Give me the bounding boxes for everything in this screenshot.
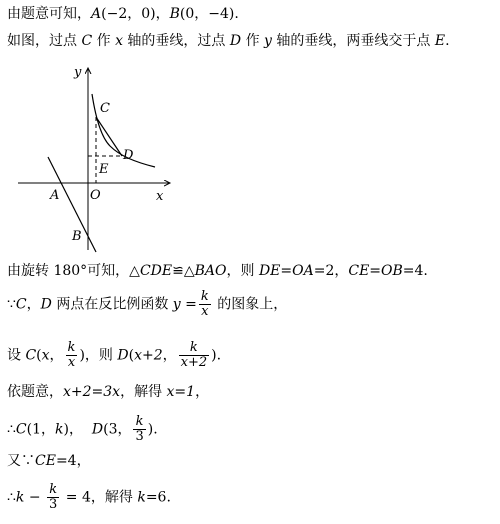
solve-text: 依题意， [7,384,63,400]
assume-sep1: ， [49,347,64,364]
therefore-c-end: )， [63,421,83,438]
because-y-eq: y = [172,296,197,313]
assume-close1: )，则 [79,347,118,364]
frac-num: k [47,483,59,498]
label-b: B [72,229,82,244]
rotation-bao: BAO [194,263,227,279]
rotation-text-d: =4. [402,263,428,279]
frac-den: 3 [49,497,58,512]
therefore-d-close: ). [147,421,158,438]
because-comma: ， [26,296,41,313]
frac-den: x+2 [180,355,208,370]
label-a: A [50,188,60,203]
construct-mid4: 轴的垂线，两垂线交于点 [271,33,435,49]
assume-d: D [117,347,129,364]
assume-lead: 设 [7,347,26,364]
point-b: B [169,6,180,22]
final-ans: k [137,489,146,506]
assume-x1: x [41,347,50,364]
construct-lead: 如图，过点 [7,33,82,49]
point-a: A [91,6,102,22]
also-val: =4， [55,453,91,469]
frac-den: x [67,355,76,370]
because-c: C [15,296,27,313]
rotation-text-b: ，则 [226,263,259,279]
fraction-k-over-3 [133,415,145,444]
assume-open2: ( [128,347,135,364]
also-ce: CE [35,453,56,469]
rotation-de: DE=OA [258,263,314,279]
frac-num: k [200,289,209,304]
rotation-text-c: =2， [313,263,349,279]
frac-num: k [133,415,145,430]
final-ans-val: =6. [145,489,171,506]
construct-end: . [445,33,450,49]
final-text: ，解得 [90,489,138,506]
point-a-coords: (−2，0)， [101,6,170,22]
assume-close2: ). [211,347,222,364]
construct-line [7,32,450,50]
point-b-coords: (0，−4). [179,6,239,22]
rotation-ce: CE=OB [348,263,403,279]
frac-num: k [179,341,210,356]
assume-x2: x+2 [134,347,163,364]
therefore-d-open: (3， [103,421,132,438]
rotation-text-a: 由旋转 180°可知，△ [7,263,140,279]
therefore-d: D [91,421,104,438]
construct-point-e: E [434,33,446,49]
fraction-k-over-x [199,290,211,319]
construct-point-d: D [229,33,242,49]
label-o: O [90,188,101,203]
intro-line [7,5,239,23]
therefore-c-coords: (1， [26,421,56,438]
assume-open: ( [36,347,42,364]
frac-den: 3 [135,429,144,444]
fraction-k-over-x-plus-2 [179,341,210,370]
therefore-c: C [15,421,27,438]
label-e: E [99,162,109,177]
final-minus: − [24,489,46,506]
solve-eq: x+2=3x [63,384,121,400]
solve-ans: x=1 [166,384,196,400]
label-d: D [123,148,134,163]
construct-mid3: 作 [241,33,265,49]
frac-num: k [67,340,76,355]
label-x: x [156,189,164,204]
fraction-k-over-x-c [66,341,78,370]
also-line [7,452,91,470]
fraction-k-over-3-final [47,483,59,512]
construct-y: y [264,33,272,49]
solve-end: ， [195,384,210,400]
solve-line [7,383,209,401]
because-text: 两点在反比例函数 [51,296,173,313]
segment-cd [96,117,122,156]
therefore-symbol: ∴ [7,421,16,438]
intro-lead: 由题意可知， [7,6,91,22]
therefore-k: k [55,421,64,438]
final-eq: = 4 [61,489,91,506]
construct-point-c: C [81,33,93,49]
final-line [7,483,171,512]
solve-text2: ，解得 [120,384,167,400]
label-y: y [74,65,82,80]
construct-mid2: 轴的垂线，过点 [122,33,230,49]
assume-sep2: ， [162,347,177,364]
also-text: 又∵ [7,453,35,469]
frac-den: x [201,304,209,319]
because-d: D [40,296,52,313]
final-k: k [15,489,25,506]
rotation-cong: ≌△ [172,263,195,279]
coordinate-figure [10,60,190,260]
final-symbol: ∴ [7,489,16,506]
because-line [7,290,287,319]
assume-line [7,341,221,370]
construct-x: x [115,33,123,49]
construct-mid1: 作 [92,33,116,49]
therefore-line [7,415,158,444]
because-end: 的图象上， [212,296,288,313]
assume-c: C [25,347,37,364]
because-symbol: ∵ [7,296,16,313]
rotation-line [7,262,428,280]
label-c: C [100,101,110,116]
rotation-cde: CDE [139,263,173,279]
